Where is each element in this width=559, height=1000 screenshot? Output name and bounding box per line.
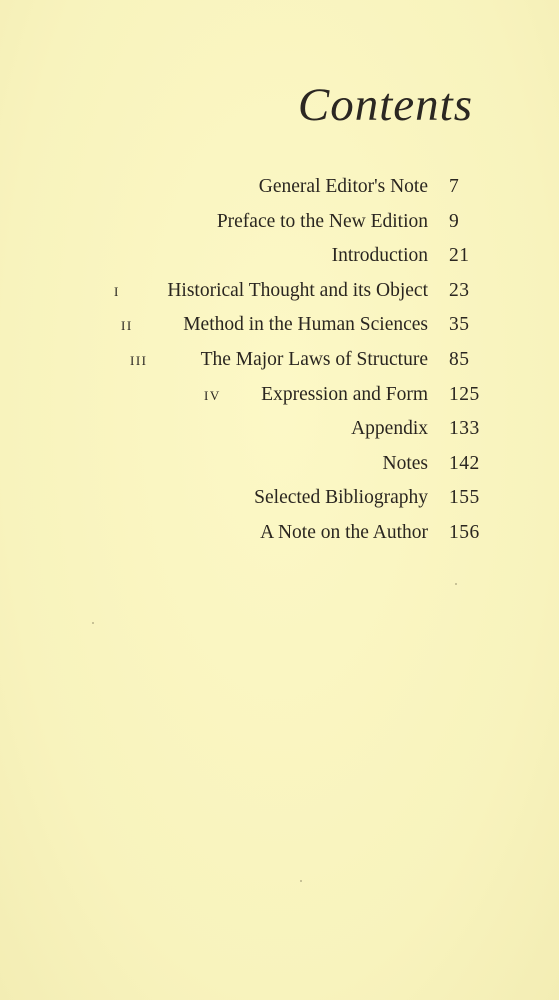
toc-chapter-number: i — [114, 279, 120, 301]
toc-entry-title: Selected Bibliography — [254, 487, 428, 509]
toc-entry — [0, 379, 559, 414]
toc-entry-page: 142 — [449, 452, 480, 474]
toc-entry-title: Preface to the New Edition — [216, 210, 428, 232]
toc-entry-title: Expression and Form — [261, 383, 428, 405]
toc-entry-title: A Note on the Author — [260, 521, 428, 543]
paper-speck — [455, 583, 457, 585]
toc-entry — [0, 344, 559, 379]
toc-entry-title: The Major Laws of Structure — [200, 348, 428, 370]
toc-entry-title: Method in the Human Sciences — [183, 314, 428, 336]
toc-entry — [0, 448, 559, 483]
toc-entry-page: 23 — [449, 279, 470, 301]
toc-chapter-number: iii — [130, 348, 148, 370]
toc-entry-page: 7 — [449, 176, 460, 197]
toc-entry-title: Introduction — [331, 245, 428, 267]
toc-chapter-number: iv — [204, 383, 221, 405]
toc-entry — [0, 309, 559, 344]
toc-entry — [0, 413, 559, 448]
paper-speck — [92, 622, 94, 624]
toc-entry — [0, 482, 559, 517]
toc-entry — [0, 171, 559, 206]
table-of-contents — [0, 171, 559, 552]
toc-entry-title: General Editor's Note — [258, 176, 428, 197]
toc-entry-page: 85 — [449, 348, 470, 370]
toc-entry-page: 125 — [449, 383, 480, 405]
toc-entry-page: 155 — [449, 487, 480, 509]
toc-entry — [0, 206, 559, 241]
toc-entry-page: 156 — [449, 521, 480, 543]
toc-entry — [0, 275, 559, 310]
toc-entry-title: Notes — [382, 452, 428, 474]
toc-entry-page: 21 — [449, 245, 470, 267]
toc-entry-title: Appendix — [351, 418, 428, 440]
toc-entry-page: 133 — [449, 418, 480, 440]
contents-heading: Contents — [297, 79, 473, 131]
toc-chapter-number: ii — [121, 314, 133, 336]
paper-speck — [300, 880, 302, 882]
toc-entry — [0, 517, 559, 552]
toc-entry-page: 35 — [449, 314, 470, 336]
toc-entry-title: Historical Thought and its Object — [167, 279, 428, 301]
toc-entry — [0, 240, 559, 275]
toc-entry-page: 9 — [449, 210, 460, 232]
